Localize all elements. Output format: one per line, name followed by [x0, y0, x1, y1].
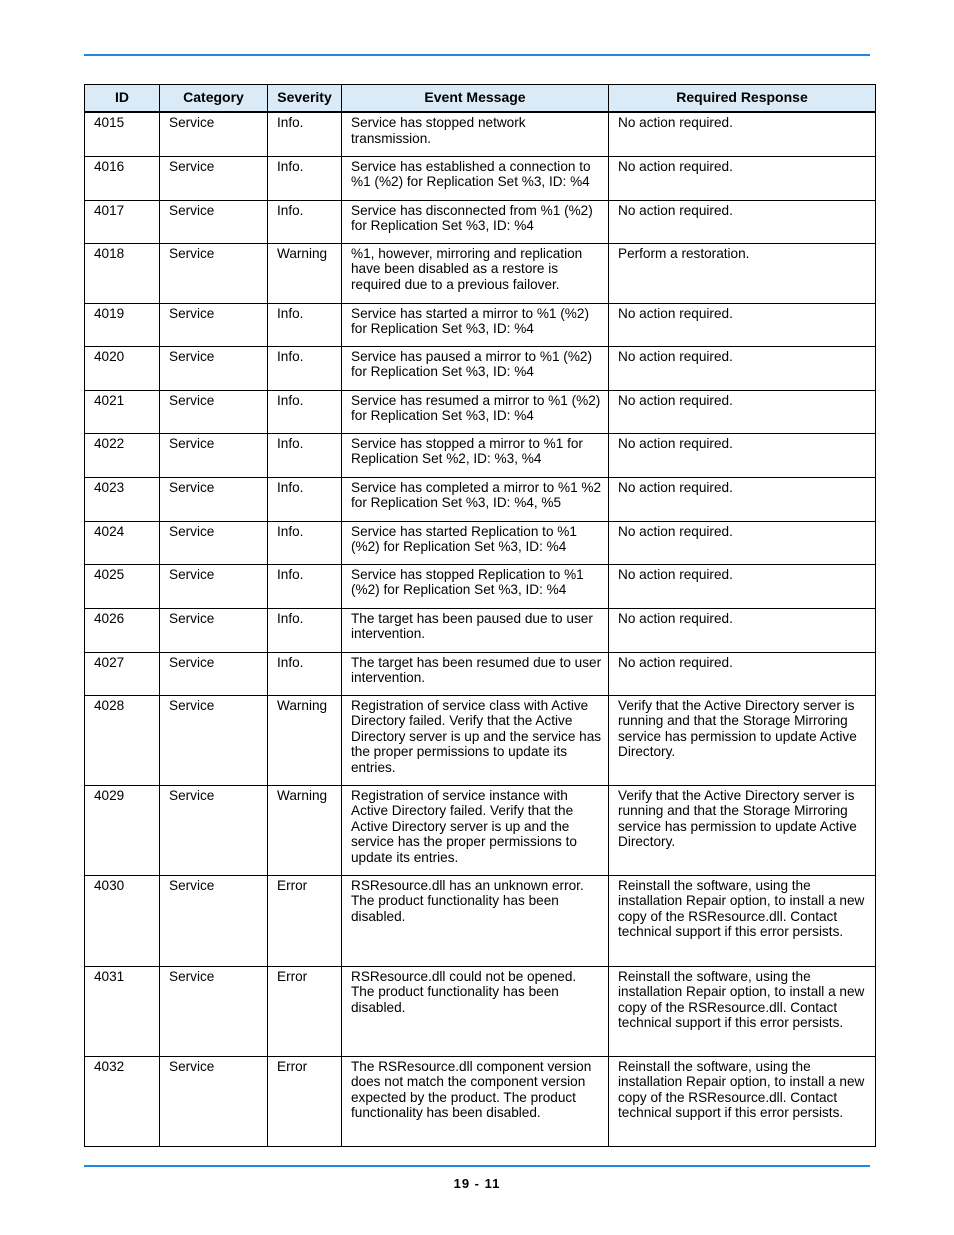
severity-cell: Info.	[268, 477, 342, 521]
severity-cell: Info.	[268, 303, 342, 346]
id-cell: 4028	[85, 695, 160, 785]
table-row	[85, 156, 876, 200]
event-message-cell: Service has stopped a mirror to %1 for Replication Set %2, ID: %3, %4	[342, 433, 609, 477]
severity-cell: Info.	[268, 112, 342, 156]
table-row	[85, 243, 876, 303]
event-message-cell: Service has completed a mirror to %1 %2 for Replication Set %3, ID: %4, %5	[342, 477, 609, 521]
event-message-cell: Service has started a mirror to %1 (%2) for Replication Set %3, ID: %4	[342, 303, 609, 346]
event-message-cell: The target has been resumed due to user intervention.	[342, 652, 609, 695]
event-message-cell: Service has stopped Replication to %1 (%2) for Replication Set %3, ID: %4	[342, 564, 609, 608]
category-cell: Service	[160, 390, 268, 433]
column-header-event-message: Event Message	[342, 85, 609, 113]
category-cell: Service	[160, 303, 268, 346]
event-message-cell: Registration of service class with Active Directory failed. Verify that the Active Directory server is up and the service has the proper permissions to update its entries.	[342, 695, 609, 785]
id-cell: 4017	[85, 200, 160, 243]
column-header-severity: Severity	[268, 85, 342, 113]
id-cell: 4029	[85, 785, 160, 875]
id-cell: 4026	[85, 608, 160, 652]
event-table	[84, 84, 876, 1147]
severity-cell: Info.	[268, 156, 342, 200]
table-row	[85, 875, 876, 966]
required-response-cell: No action required.	[609, 564, 876, 608]
required-response-cell: No action required.	[609, 303, 876, 346]
header-rule	[84, 54, 870, 56]
required-response-cell: No action required.	[609, 652, 876, 695]
required-response-cell: Reinstall the software, using the installation Repair option, to install a new copy of the RSResource.dll. Contact technical support if this error persists.	[609, 875, 876, 966]
page-number: 19 - 11	[453, 1176, 501, 1191]
event-message-cell: Service has stopped network transmission.	[342, 112, 609, 156]
category-cell: Service	[160, 433, 268, 477]
category-cell: Service	[160, 785, 268, 875]
severity-cell: Info.	[268, 433, 342, 477]
severity-cell: Warning	[268, 785, 342, 875]
table-row	[85, 390, 876, 433]
table-row	[85, 608, 876, 652]
id-cell: 4027	[85, 652, 160, 695]
severity-cell: Error	[268, 875, 342, 966]
table-row	[85, 521, 876, 564]
category-cell: Service	[160, 200, 268, 243]
id-cell: 4025	[85, 564, 160, 608]
event-message-cell: Registration of service instance with Active Directory failed. Verify that the Active Directory server is up and the service has the proper permissions to update its entries.	[342, 785, 609, 875]
required-response-cell: Verify that the Active Directory server is running and that the Storage Mirroring service has permission to update Active Directory.	[609, 695, 876, 785]
category-cell: Service	[160, 521, 268, 564]
table-row	[85, 200, 876, 243]
category-cell: Service	[160, 875, 268, 966]
required-response-cell: Perform a restoration.	[609, 243, 876, 303]
table-header-row	[85, 85, 876, 113]
id-cell: 4020	[85, 346, 160, 390]
severity-cell: Info.	[268, 564, 342, 608]
id-cell: 4023	[85, 477, 160, 521]
required-response-cell: No action required.	[609, 112, 876, 156]
table-row	[85, 303, 876, 346]
table-row	[85, 966, 876, 1056]
id-cell: 4016	[85, 156, 160, 200]
id-cell: 4019	[85, 303, 160, 346]
footer-rule	[84, 1165, 870, 1167]
event-message-cell: %1, however, mirroring and replication have been disabled as a restore is required due to a previous failover.	[342, 243, 609, 303]
severity-cell: Info.	[268, 390, 342, 433]
event-message-cell: Service has started Replication to %1 (%2) for Replication Set %3, ID: %4	[342, 521, 609, 564]
category-cell: Service	[160, 112, 268, 156]
table-row	[85, 346, 876, 390]
required-response-cell: Verify that the Active Directory server is running and that the Storage Mirroring service has permission to update Active Directory.	[609, 785, 876, 875]
severity-cell: Info.	[268, 608, 342, 652]
id-cell: 4018	[85, 243, 160, 303]
category-cell: Service	[160, 156, 268, 200]
event-message-cell: Service has paused a mirror to %1 (%2) for Replication Set %3, ID: %4	[342, 346, 609, 390]
id-cell: 4021	[85, 390, 160, 433]
event-message-cell: RSResource.dll could not be opened. The product functionality has been disabled.	[342, 966, 609, 1056]
event-message-cell: Service has established a connection to %1 (%2) for Replication Set %3, ID: %4	[342, 156, 609, 200]
column-header-required-response: Required Response	[609, 85, 876, 113]
required-response-cell: No action required.	[609, 390, 876, 433]
table-row	[85, 695, 876, 785]
severity-cell: Error	[268, 966, 342, 1056]
category-cell: Service	[160, 477, 268, 521]
column-header-id: ID	[85, 85, 160, 113]
event-message-cell: Service has disconnected from %1 (%2) for Replication Set %3, ID: %4	[342, 200, 609, 243]
table-row	[85, 785, 876, 875]
severity-cell: Info.	[268, 652, 342, 695]
id-cell: 4024	[85, 521, 160, 564]
severity-cell: Error	[268, 1056, 342, 1146]
severity-cell: Info.	[268, 346, 342, 390]
category-cell: Service	[160, 695, 268, 785]
severity-cell: Info.	[268, 200, 342, 243]
id-cell: 4031	[85, 966, 160, 1056]
id-cell: 4015	[85, 112, 160, 156]
event-message-cell: Service has resumed a mirror to %1 (%2) for Replication Set %3, ID: %4	[342, 390, 609, 433]
required-response-cell: No action required.	[609, 200, 876, 243]
event-message-cell: The target has been paused due to user intervention.	[342, 608, 609, 652]
severity-cell: Warning	[268, 243, 342, 303]
required-response-cell: No action required.	[609, 346, 876, 390]
id-cell: 4030	[85, 875, 160, 966]
category-cell: Service	[160, 243, 268, 303]
required-response-cell: No action required.	[609, 156, 876, 200]
id-cell: 4032	[85, 1056, 160, 1146]
table-row	[85, 433, 876, 477]
event-message-cell: The RSResource.dll component version does not match the component version expected by the product. The product functionality has been disabled.	[342, 1056, 609, 1146]
required-response-cell: No action required.	[609, 433, 876, 477]
category-cell: Service	[160, 652, 268, 695]
table-row	[85, 112, 876, 156]
table-row	[85, 652, 876, 695]
category-cell: Service	[160, 608, 268, 652]
required-response-cell: No action required.	[609, 477, 876, 521]
required-response-cell: Reinstall the software, using the installation Repair option, to install a new copy of the RSResource.dll. Contact technical support if this error persists.	[609, 1056, 876, 1146]
table-row	[85, 1056, 876, 1146]
category-cell: Service	[160, 1056, 268, 1146]
required-response-cell: No action required.	[609, 608, 876, 652]
severity-cell: Info.	[268, 521, 342, 564]
required-response-cell: Reinstall the software, using the installation Repair option, to install a new copy of the RSResource.dll. Contact technical support if this error persists.	[609, 966, 876, 1056]
category-cell: Service	[160, 564, 268, 608]
table-row	[85, 564, 876, 608]
event-message-cell: RSResource.dll has an unknown error. The product functionality has been disabled.	[342, 875, 609, 966]
category-cell: Service	[160, 966, 268, 1056]
column-header-category: Category	[160, 85, 268, 113]
severity-cell: Warning	[268, 695, 342, 785]
id-cell: 4022	[85, 433, 160, 477]
category-cell: Service	[160, 346, 268, 390]
table-row	[85, 477, 876, 521]
required-response-cell: No action required.	[609, 521, 876, 564]
